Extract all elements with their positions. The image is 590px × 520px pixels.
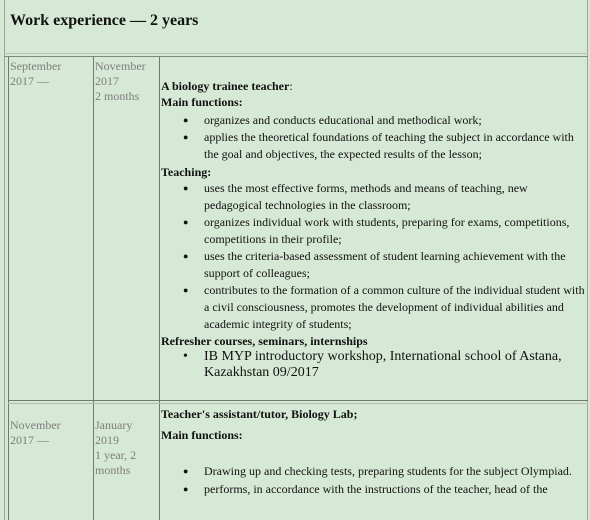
list-item: ● Drawing up and checking tests, preparing students for the subject Olympiad. [161,463,586,480]
list-item: ● uses the most effective forms, methods and means of teaching, new pedagogical technologies in the classroom; [161,180,586,214]
list-item: ● performs, in accordance with the instructions of the teacher, head of the [161,481,586,498]
row-divider-inner [8,403,588,404]
row2-main-functions-list [161,463,586,498]
row1-main-functions-label: Main functions: [161,95,243,109]
column-divider-1 [93,57,94,520]
list-item: ● organizes and conducts educational and methodical work; [161,112,586,129]
row2-content [161,406,586,498]
list-item: ● uses the criteria-based assessment of student learning achievement with the support of colleagues; [161,248,586,282]
row1-position: A biology trainee teacher: [161,79,293,93]
row1-courses-list [161,349,586,381]
row1-main-functions-list [161,112,586,163]
row1-end-date: November 2017 2 months [95,59,146,103]
list-item: • IB MYP introductory workshop, International school of Astana, Kazakhstan 09/2017 [161,349,586,381]
table-left-border [8,57,9,520]
row1-start-date: September 2017 — [10,59,62,88]
list-item: ● applies the theoretical foundations of teaching the subject in accordance with the goal and objectives, the expected results of the lesson; [161,129,586,163]
row2-main-functions-label: Main functions: [161,428,243,442]
title-separator [4,53,588,57]
list-item: ● contributes to the formation of a common culture of the individual student with a civil consciousness, promotes the development of individual abilities and academic integrity of students; [161,282,586,333]
row1-content [161,78,586,381]
row2-position: Teacher's assistant/tutor, Biology Lab; [161,407,358,421]
list-item: ● organizes individual work with students, preparing for exams, competitions, competitions in their profile; [161,214,586,248]
row2-end-date: January 2019 1 year, 2 months [95,418,137,477]
row1-teaching-list [161,180,586,333]
section-title: Work experience — 2 years [10,12,199,29]
row2-start-date: November 2017 — [10,418,61,447]
column-divider-2 [159,57,160,520]
row-divider [8,400,588,401]
row1-courses-label: Refresher courses, seminars, internships [161,334,368,348]
row1-teaching-label: Teaching: [161,165,212,179]
